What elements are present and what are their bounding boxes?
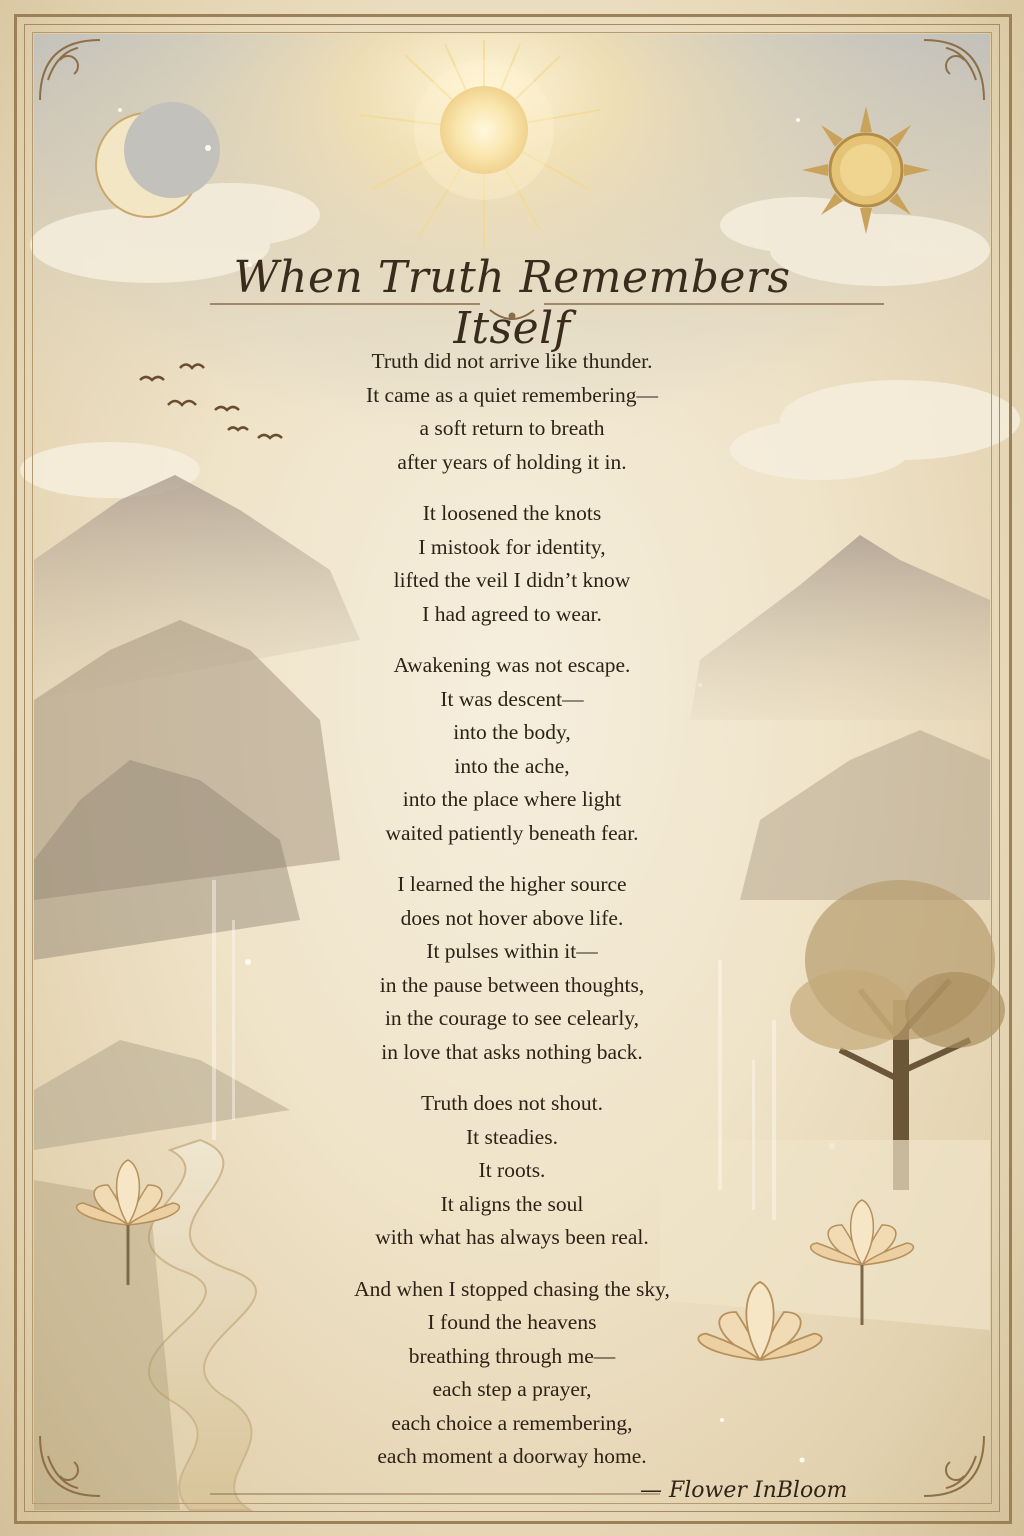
poem-line: Awakening was not escape. [393,653,631,677]
stanza [212,1273,812,1474]
poem-line: each moment a doorway home. [377,1444,647,1468]
sun-face-icon [802,106,930,234]
poem-line: And when I stopped chasing the sky, [354,1276,670,1301]
poem-body [212,345,812,1492]
poem-line: Truth does not shout. [421,1091,603,1115]
poem-line: in the pause between thoughts, [379,972,645,997]
poem-line: in love that asks nothing back. [381,1039,643,1064]
stanza [212,345,812,479]
poem-line: It pulses within it— [426,939,598,963]
poem-line: It came as a quiet remembering— [366,382,658,407]
poem-line: into the ache, [454,753,570,778]
poem-line: each step a prayer, [432,1377,592,1401]
poem-line: in the courage to see celearly, [384,1006,640,1030]
poem-line: into the place where light [402,787,622,811]
poem-line: It was descent— [440,686,584,711]
stanza [212,497,812,631]
stanza [212,649,812,850]
poem-title: When Truth Remembers Itself [233,252,791,354]
poem-line: It aligns the soul [440,1191,584,1216]
poem-line: I found the heavens [427,1310,597,1334]
author-signature: — Flower InBloom [640,1478,848,1503]
poem-line: lifted the veil I didn’t know [393,568,631,592]
poem-line: Truth did not arrive like thunder. [371,349,653,373]
stanza [212,1087,812,1255]
poem-line: I learned the higher source [397,872,627,896]
poem-line: breathing through me— [408,1343,616,1368]
poem-line: It roots. [478,1158,546,1182]
poem-line: waited patiently beneath fear. [385,820,639,845]
poem-line: into the body, [453,720,571,744]
poem-line: each choice a remembering, [391,1410,633,1435]
poem-line: a soft return to breath [419,416,605,440]
poem-line: It steadies. [466,1124,558,1149]
poem-line: I mistook for identity, [418,534,606,559]
stanza [212,868,812,1069]
poem-line: with what has always been real. [375,1225,649,1249]
poem-line: It loosened the knots [422,501,602,525]
poem-line: after years of holding it in. [397,449,627,474]
poem-line: I had agreed to wear. [422,601,602,626]
poem-line: does not hover above life. [400,905,624,930]
